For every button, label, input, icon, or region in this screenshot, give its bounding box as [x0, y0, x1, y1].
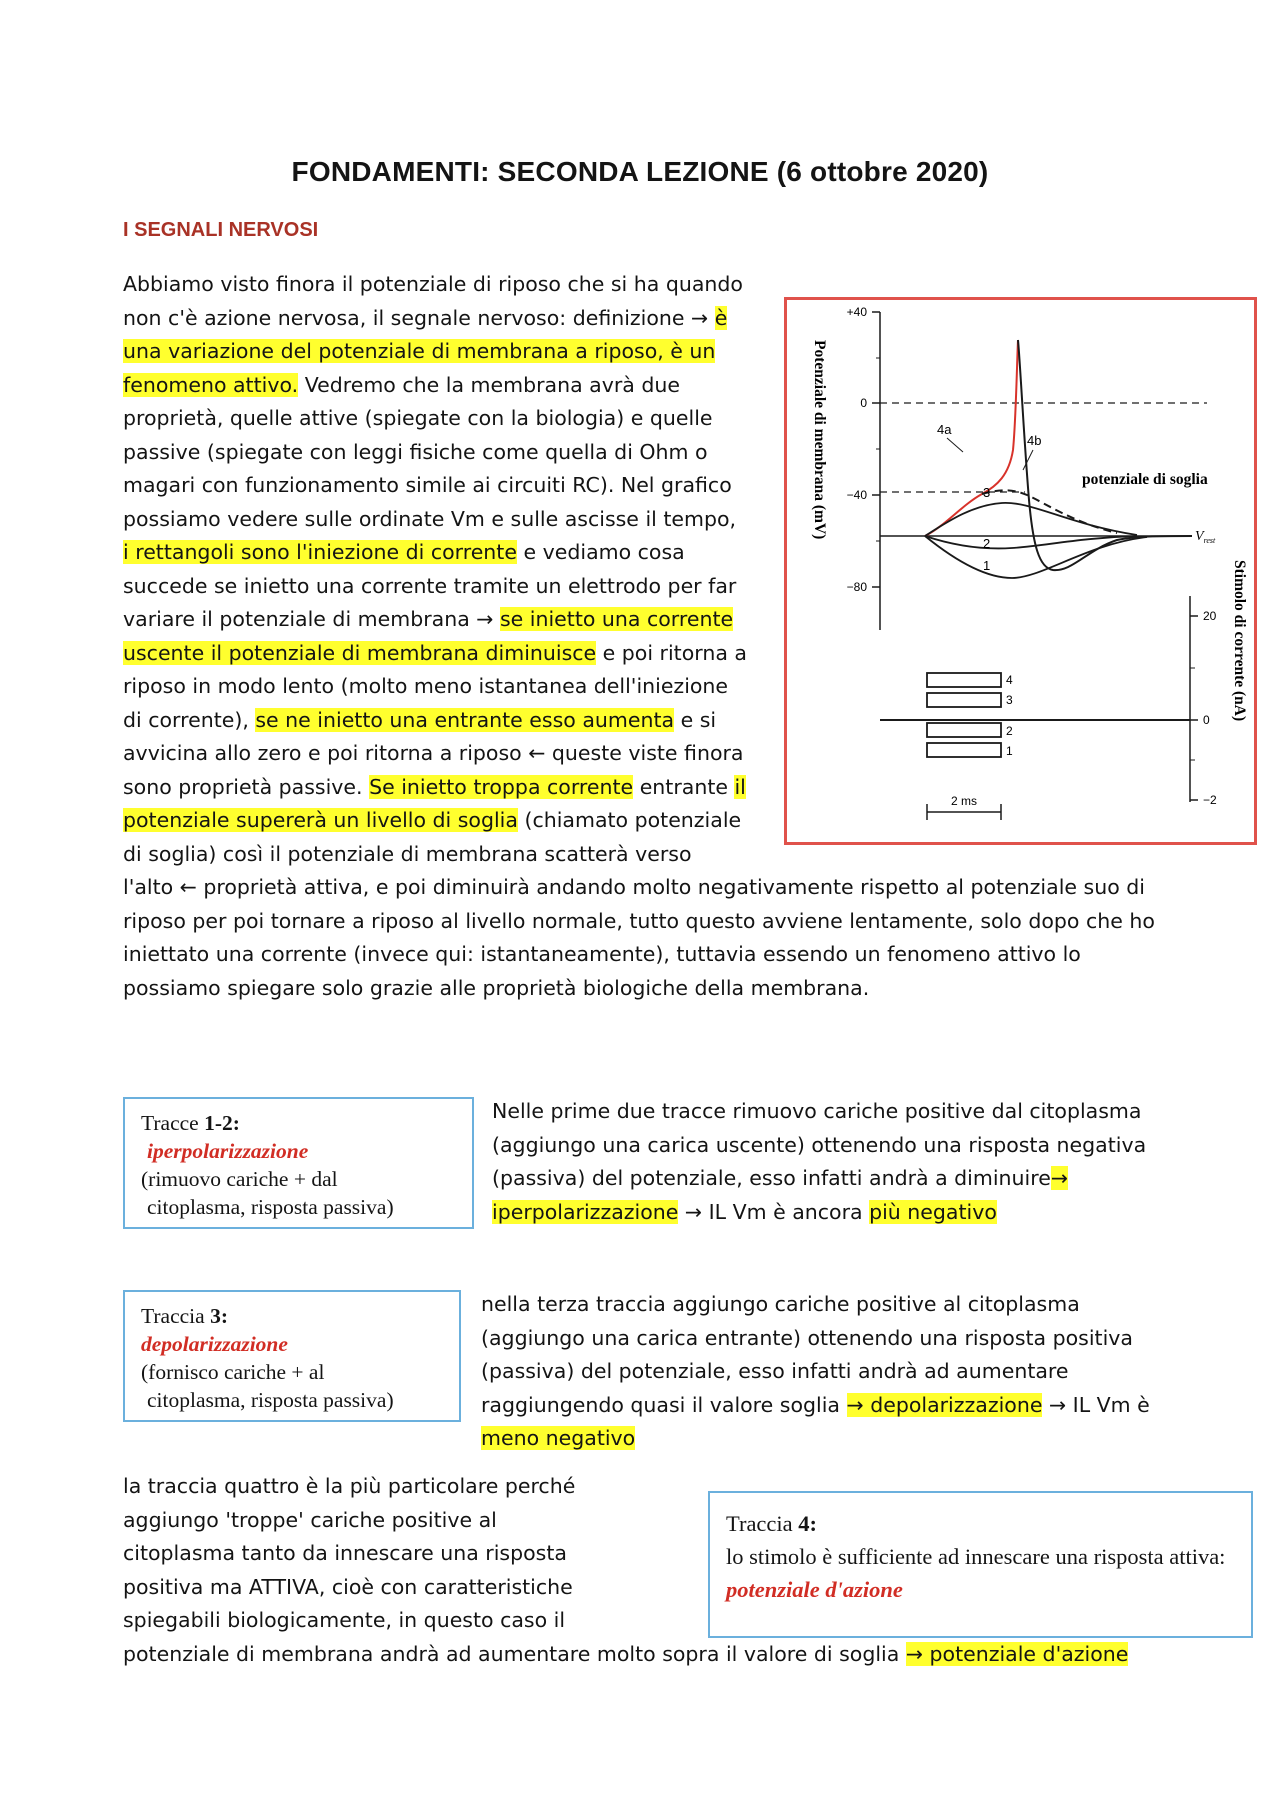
- stim-rect-3: [927, 693, 1001, 707]
- stim-label-4: 4: [1006, 673, 1013, 687]
- box2-heading: [141, 1302, 459, 1330]
- stim-rect-1: [927, 743, 1001, 757]
- time-scale-label: 2 ms: [950, 794, 978, 808]
- highlight: Se inietto troppa corrente: [369, 774, 634, 799]
- highlight: → potenziale d'azione: [905, 1641, 1129, 1666]
- stim-label-3: 3: [1006, 693, 1013, 707]
- text-run: (chiamato potenziale di soglia) così il potenziale di membrana scatterà verso l'alto ← proprietà attiva, e poi diminuirà andando molto negativamente rispetto al potenziale suo di riposo per poi tornare a riposo al livello normale, tutto questo avviene lentamente, solo dopo che ho iniettato una corrente (invece qui: istantaneamente), tuttavia essendo un fenomeno attivo lo possiamo spiegare solo grazie alle proprietà biologiche della membrana.: [123, 808, 1155, 1000]
- highlight: → iperpolarizzazione: [492, 1166, 1069, 1224]
- box1-line4: citoplasma, risposta passiva): [147, 1195, 394, 1219]
- vrest-sub: rest: [1203, 536, 1216, 545]
- text-run: la traccia quattro è la più particolare perché aggiungo 'troppe' cariche positive al citoplasma tanto da innescare una risposta positiva ma ATTIVA, cioè con caratteristiche spiegabili biologicamente, in questo caso il potenziale di membrana andrà ad aumentare molto sopra il valore di soglia: [123, 1474, 906, 1666]
- ytick-label: −80: [846, 580, 867, 594]
- threshold-label: potenziale di soglia: [1082, 471, 1208, 488]
- ytick-label: +40: [846, 305, 867, 319]
- highlight: il potenziale supererà un livello di soglia: [123, 774, 746, 832]
- box3-term: potenziale d'azione: [726, 1577, 903, 1602]
- page-title: FONDAMENTI: SECONDA LEZIONE (6 ottobre 2020): [291, 156, 989, 187]
- box1-term: iperpolarizzazione: [147, 1139, 309, 1163]
- ytick-right-label: −2: [1203, 793, 1217, 807]
- text-run: entrante: [639, 774, 735, 799]
- figure-action-potential: [784, 297, 1257, 845]
- highlight: più negativo: [869, 1199, 997, 1224]
- box2-line4: citoplasma, risposta passiva): [147, 1388, 394, 1412]
- ytick-right-label: 20: [1203, 609, 1217, 623]
- highlight: → depolarizzazione: [846, 1392, 1043, 1417]
- text-run: → IL Vm è: [1042, 1392, 1150, 1417]
- box1-heading: [141, 1109, 472, 1137]
- text-run: 3:: [210, 1304, 228, 1328]
- highlight: se ne inietto una entrante esso aumenta: [255, 707, 675, 732]
- text-run: Vedremo che la membrana avrà due proprietà, quelle attive (spiegate con la biologia) e quelle passive (spiegate con leggi fisiche come quella di Ohm o magari con funzionamento simile ai circuiti RC). Nel grafico possiamo vedere sulle ordinate Vm e sulle ascisse il tempo,: [123, 372, 737, 531]
- text-run: Nelle prime due tracce rimuovo cariche positive dal citoplasma (aggiungo una carica uscente) ottenendo una risposta negativa (passiva) del potenziale, esso infatti andrà a diminuire: [492, 1099, 1147, 1190]
- ytick-label: −40: [846, 488, 867, 502]
- highlight: meno negativo: [481, 1426, 636, 1450]
- trace-label-4a: 4a: [937, 422, 952, 437]
- figure-graph: [787, 300, 1254, 842]
- highlight: è una variazione del potenziale di membrana a riposo, è un fenomeno attivo.: [123, 305, 728, 397]
- text-run: Abbiamo visto finora il potenziale di riposo che si ha quando non c'è azione nervosa, il segnale nervoso: definizione →: [123, 272, 743, 330]
- box3-heading: [726, 1507, 1251, 1540]
- text-run: Tracce: [141, 1111, 205, 1135]
- paragraph-tracce-1-2: [492, 1095, 1172, 1229]
- trace-4a-rising: [925, 340, 1018, 536]
- trace-label-1: 1: [983, 558, 991, 573]
- text-run: Traccia: [726, 1511, 799, 1536]
- stim-label-1: 1: [1006, 744, 1013, 758]
- stim-rect-2: [927, 723, 1001, 737]
- box-tracce-1-2: [123, 1097, 474, 1229]
- highlight: i rettangoli sono l'iniezione di corrente: [123, 540, 517, 564]
- text-run: e poi ritorna a riposo in modo lento (molto meno istantanea dell'iniezione di corrente),: [123, 640, 747, 732]
- highlight: se inietto una corrente uscente il potenziale di membrana diminuisce: [123, 607, 734, 665]
- box2-line3: (fornisco cariche + al: [141, 1360, 325, 1384]
- box1-line3: (rimuovo cariche + dal: [141, 1167, 338, 1191]
- y-axis-left-label: Potenziale di membrana (mV): [811, 340, 828, 540]
- box2-term: depolarizzazione: [141, 1332, 288, 1356]
- ytick-label: 0: [860, 396, 867, 410]
- leader-4a: [947, 438, 963, 452]
- text-run: e vediamo cosa succede se inietto una corrente tramite un elettrodo per far variare il potenziale di membrana →: [123, 540, 737, 631]
- trace-label-4b: 4b: [1027, 433, 1042, 448]
- text-run: → IL Vm è ancora: [678, 1199, 870, 1224]
- paragraph-traccia-3: [481, 1288, 1181, 1456]
- vrest-label: [1195, 529, 1216, 545]
- ytick-right-label: 0: [1203, 713, 1210, 727]
- text-run: e si avvicina allo zero e poi ritorna a riposo ← queste viste finora sono proprietà passive.: [123, 707, 744, 799]
- vrest-v: V: [1195, 529, 1204, 544]
- text-run: Traccia: [141, 1304, 211, 1328]
- section-heading: I SEGNALI NERVOSI: [123, 219, 319, 241]
- stim-label-2: 2: [1006, 724, 1013, 738]
- box-traccia-4: [708, 1491, 1253, 1638]
- stim-rect-4: [927, 673, 1001, 687]
- trace-label-2: 2: [983, 536, 991, 551]
- leader-4b: [1023, 450, 1033, 470]
- trace-1: [925, 536, 1147, 578]
- box-traccia-3: [123, 1290, 461, 1422]
- box3-line2: lo stimolo è sufficiente ad innescare una risposta attiva:: [726, 1544, 1226, 1569]
- y-axis-right-label: Stimolo di corrente (nA): [1231, 560, 1248, 722]
- trace-label-3: 3: [983, 485, 991, 500]
- text-run: nella terza traccia aggiungo cariche positive al citoplasma (aggiungo una carica entrante) ottenendo una risposta positiva (passiva) del potenziale, esso infatti andrà ad aumentare raggiungendo quasi il valore soglia: [481, 1292, 1133, 1417]
- text-run: 1-2:: [204, 1111, 240, 1135]
- text-run: 4:: [798, 1511, 818, 1536]
